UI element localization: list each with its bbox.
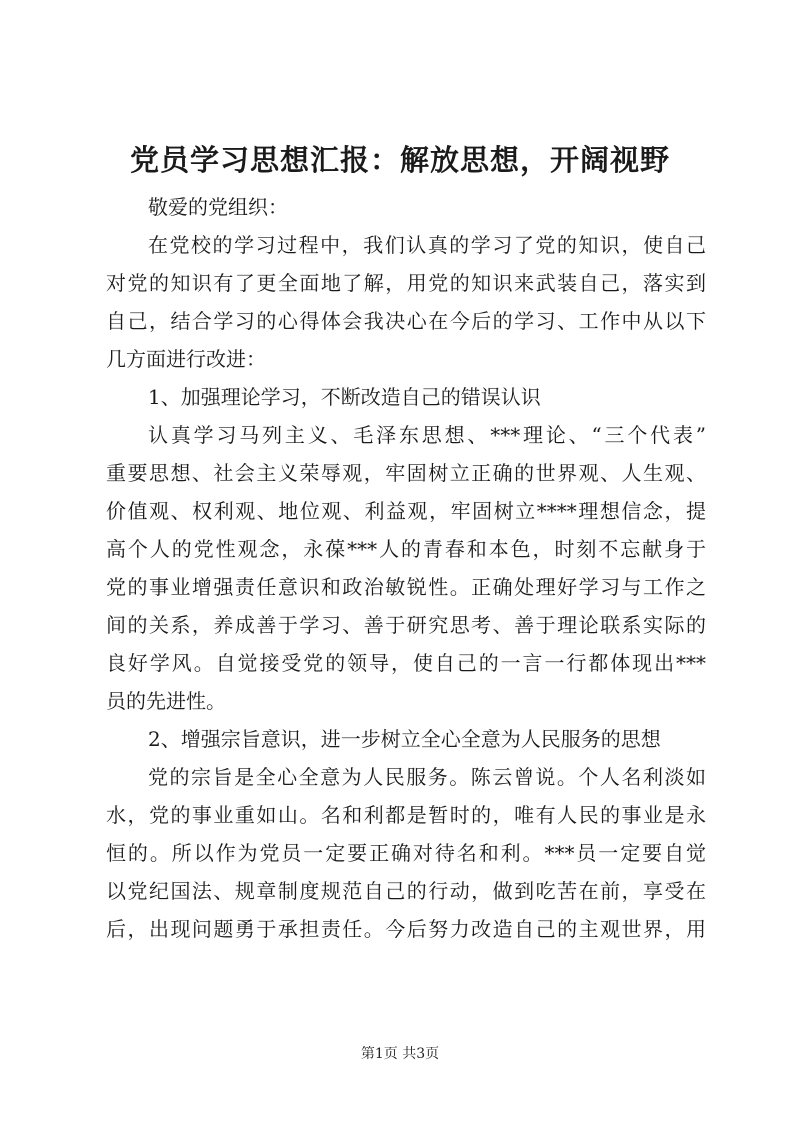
section-heading-2: 2、增强宗旨意识，进一步树立全心全意为人民服务的思想 (148, 727, 661, 751)
paragraph-line: 几方面进行改进： (106, 347, 266, 371)
paragraph-line: 在党校的学习过程中，我们认真的学习了党的知识，使自己 (148, 233, 706, 257)
paragraph-line: 认真学习马列主义、毛泽东思想、***理论、“三个代表” (148, 423, 706, 447)
paragraph-line: 高个人的党性观念，永葆***人的青春和本色，时刻不忘献身于 (106, 537, 706, 561)
paragraph-line: 党的宗旨是全心全意为人民服务。陈云曾说。个人名利淡如 (148, 765, 706, 789)
paragraph-line: 党的事业增强责任意识和政治敏锐性。正确处理好学习与工作之 (106, 575, 706, 599)
paragraph-line: 水，党的事业重如山。名和利都是暂时的，唯有人民的事业是永 (106, 803, 706, 827)
document-title: 党员学习思想汇报：解放思想，开阔视野 (129, 143, 670, 177)
paragraph-line: 后，出现问题勇于承担责任。今后努力改造自己的主观世界，用 (106, 917, 706, 941)
salutation-line: 敬爱的党组织： (148, 195, 288, 219)
document-body (106, 188, 706, 948)
paragraph-line: 良好学风。自觉接受党的领导，使自己的一言一行都体现出*** (106, 651, 706, 675)
page-number: 第1页 共3页 (360, 1046, 440, 1062)
paragraph-line: 自己，结合学习的心得体会我决心在今后的学习、工作中从以下 (106, 309, 706, 333)
paragraph-line: 对党的知识有了更全面地了解，用党的知识来武装自己，落实到 (106, 271, 706, 295)
paragraph-line: 价值观、权利观、地位观、利益观，牢固树立****理想信念，提 (106, 499, 706, 523)
paragraph-line: 间的关系，养成善于学习、善于研究思考、善于理论联系实际的 (106, 613, 706, 637)
paragraph-line: 恒的。所以作为党员一定要正确对待名和利。***员一定要自觉 (106, 841, 706, 865)
paragraph-line: 重要思想、社会主义荣辱观，牢固树立正确的世界观、人生观、 (106, 461, 706, 485)
section-heading-1: 1、加强理论学习，不断改造自己的错误认识 (148, 385, 541, 409)
paragraph-line: 员的先进性。 (106, 689, 226, 713)
paragraph-line: 以党纪国法、规章制度规范自己的行动，做到吃苦在前，享受在 (106, 879, 706, 903)
